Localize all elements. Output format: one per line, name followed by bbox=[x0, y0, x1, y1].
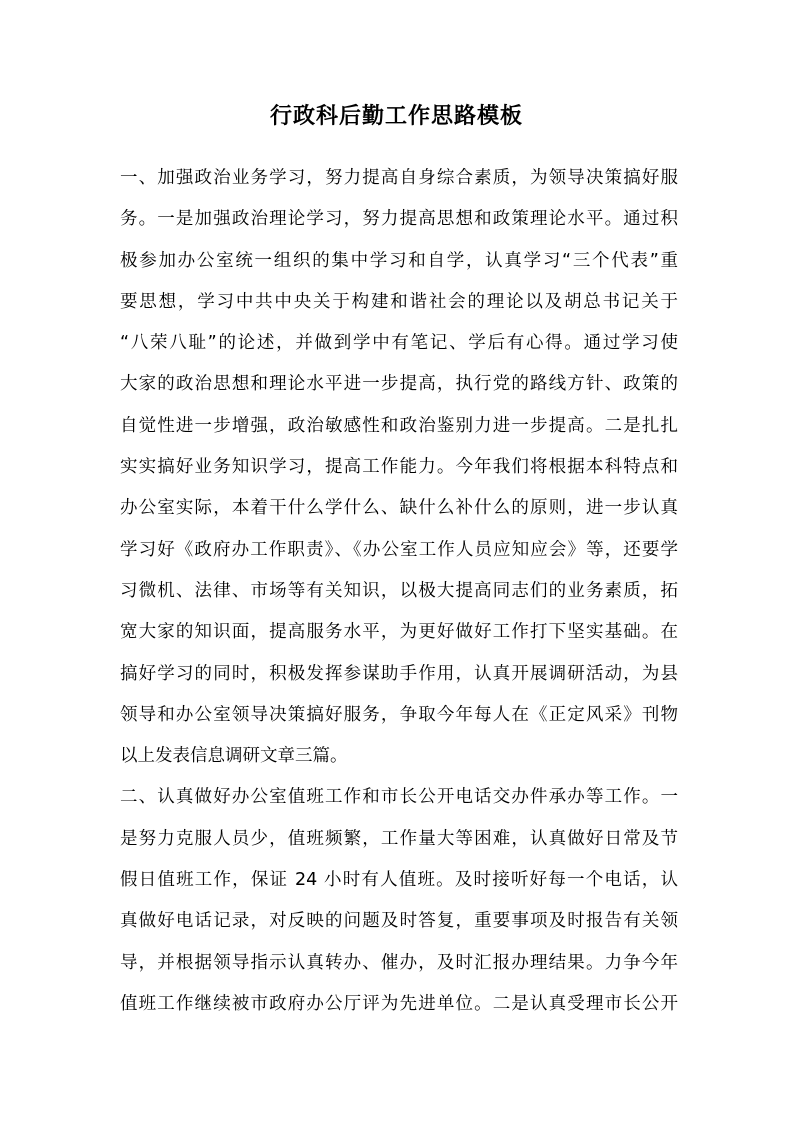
text-line: 导，并根据领导指示认真转办、催办，及时汇报办理结果。力争今年 bbox=[120, 952, 678, 973]
text-line: 值班工作继续被市政府办公厅评为先进单位。二是认真受理市长公开 bbox=[120, 993, 678, 1014]
document-title: 行政科后勤工作思路模板 bbox=[269, 104, 523, 129]
text-line: 二、认真做好办公室值班工作和市长公开电话交办件承办等工作。一 bbox=[120, 787, 678, 808]
text-line: 自觉性进一步增强，政治敏感性和政治鉴别力进一步提高。二是扎扎 bbox=[120, 415, 678, 436]
text-line: 办公室实际，本着干什么学什么、缺什么补什么的原则，进一步认真 bbox=[120, 498, 678, 519]
text-line: 习微机、法律、市场等有关知识，以极大提高同志们的业务素质，拓 bbox=[120, 580, 678, 601]
text-line: 假日值班工作，保证 24 小时有人值班。及时接听好每一个电话，认 bbox=[120, 870, 678, 891]
text-line: 领导和办公室领导决策搞好服务，争取今年每人在《正定风采》刊物 bbox=[120, 704, 678, 725]
text-line: 极参加办公室统一组织的集中学习和自学，认真学习“三个代表”重 bbox=[120, 250, 678, 271]
text-line: 真做好电话记录，对反映的问题及时答复，重要事项及时报告有关领 bbox=[120, 911, 678, 932]
text-line: 务。一是加强政治理论学习，努力提高思想和政策理论水平。通过积 bbox=[120, 209, 678, 230]
text-line: 搞好学习的同时，积极发挥参谋助手作用，认真开展调研活动，为县 bbox=[120, 663, 678, 684]
document-body bbox=[120, 158, 678, 1025]
text-line: 实实搞好业务知识学习，提高工作能力。今年我们将根据本科特点和 bbox=[120, 457, 678, 478]
text-line: 一、加强政治业务学习，努力提高自身综合素质，为领导决策搞好服 bbox=[120, 168, 678, 188]
text-line: 以上发表信息调研文章三篇。 bbox=[120, 746, 348, 767]
text-line: 学习好《政府办工作职责》、《办公室工作人员应知应会》等，还要学 bbox=[120, 539, 678, 560]
text-line: “八荣八耻”的论述，并做到学中有笔记、学后有心得。通过学习使 bbox=[120, 333, 678, 354]
text-line: 是努力克服人员少，值班频繁，工作量大等困难，认真做好日常及节 bbox=[120, 828, 678, 849]
text-line: 宽大家的知识面，提高服务水平，为更好做好工作打下坚实基础。在 bbox=[120, 622, 678, 643]
text-line: 要思想，学习中共中央关于构建和谐社会的理论以及胡总书记关于 bbox=[120, 291, 678, 312]
text-line: 大家的政治思想和理论水平进一步提高，执行党的路线方针、政策的 bbox=[120, 374, 678, 395]
